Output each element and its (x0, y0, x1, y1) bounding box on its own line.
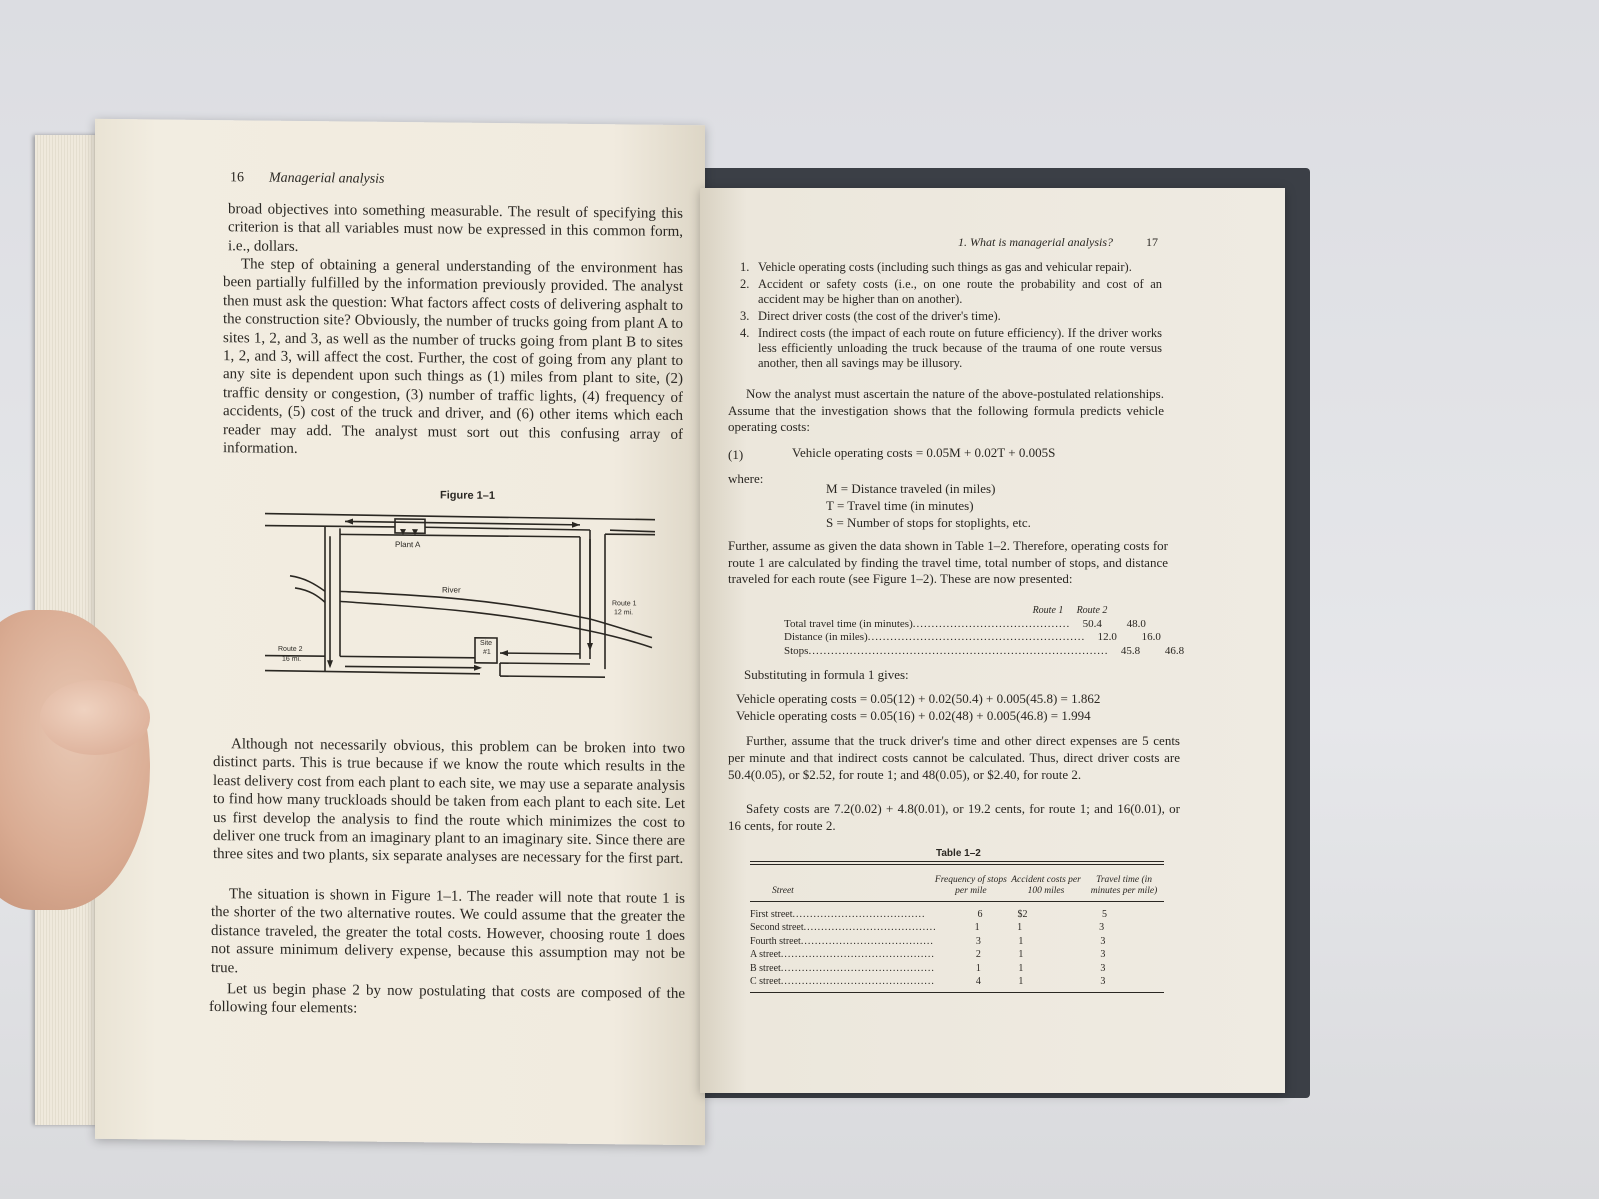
figure-title: Figure 1–1 (440, 489, 496, 502)
figure-label-route1: Route 1 (612, 600, 637, 608)
left-page (95, 119, 705, 1145)
left-para-2 (223, 255, 683, 462)
running-head-right: 1. What is managerial analysis? (958, 235, 1113, 249)
table-body (750, 902, 1164, 988)
list-item (740, 260, 1162, 275)
table-row: Distance (in miles) .......................................................... 12.0 16.0 (784, 631, 1114, 645)
figure-label-site-num: #1 (483, 648, 491, 656)
route-1-value: 50.4 (1082, 617, 1102, 630)
thumb (40, 680, 150, 755)
table-row: A street ............................................ 2 1 3 (750, 948, 1164, 961)
street-name: B street (750, 962, 781, 974)
list-item (740, 326, 1162, 371)
left-para-2-text: The step of obtaining a general understanding of the environment has been partially fulfilled by the information previously provided. The analyst then must ask the question: What factors affect costs of delivering asphalt to the construction site? Obviously, the number of trucks going from plant A to sites 1, 2, and 3, as well as the number of trucks going from plant B to sites 1, 2, and 3, will affect the cost. Further, the cost of going from any plant to any site is dependent upon such things as (1) miles from plant to site, (2) traffic density or congestion, (3) number of traffic lights, (4) frequency of accidents, (5) cost of the truck and driver, and (6) other items which each reader may add. The analyst must sort out this confusing array of information. (223, 256, 683, 457)
accident-value: 1 (1018, 935, 1024, 947)
right-para-2-text: Further, assume as given the data shown in Table 1–2. Therefore, operating costs for route 1 are calculated by finding the travel time, total number of stops, and distance traveled for each route (see Figure 1–2). These are now presented: (728, 538, 1168, 586)
route-2-header: Route 2 (1076, 605, 1108, 616)
street-name: A street (750, 949, 781, 961)
accident-value: 1 (1018, 976, 1024, 988)
calculation-route-2: Vehicle operating costs = 0.05(16) + 0.02(48) + 0.005(46.8) = 1.994 (736, 708, 1091, 723)
running-head-left: Managerial analysis (269, 170, 385, 187)
table-row: Stops ................................................................................ 45.8 46.8 (784, 645, 1114, 659)
accident-value: 1 (1018, 949, 1024, 961)
cost-elements-list (740, 260, 1162, 373)
route-1-value: 45.8 (1120, 644, 1141, 657)
figure-label-river: River (442, 585, 461, 595)
frequency-value: 1 (974, 922, 980, 934)
left-para-3-text: Although not necessarily obvious, this problem can be broken into two distinct parts. This is true because if we know the route which results in the least delivery cost from each plant to each site, we may use a separate analysis to find how many truckloads should be taken from each plant to each site. Let us first develop the analysis to find the route which minimizes the cost to deliver one truck from an imaginary plant to an imaginary site. Since there are three sites and two plants, six separate analyses are necessary for the first part. (213, 736, 685, 868)
street-name: C street (750, 976, 781, 988)
right-para-2 (728, 538, 1168, 588)
accident-value: $2 (1017, 909, 1028, 920)
right-para-4-text: Safety costs are 7.2(0.02) + 4.8(0.01), or 19.2 cents, for route 1; and 16(0.01), or 16 cents, for route 2. (728, 801, 1180, 833)
variable-definitions (826, 480, 1031, 531)
frequency-value: 6 (977, 909, 983, 920)
figure-label-site: Site (480, 639, 493, 647)
route-1-value: 12.0 (1097, 631, 1117, 643)
right-para-3-text: Further, assume that the truck driver's time and other direct expenses are 5 cents per minute and that indirect costs cannot be calculated. Thus, direct driver costs are 50.4(0.05), or $2.52, for route 1; and 48(0.05), or $2.40, for route 2. (728, 733, 1180, 782)
figure-label-route2-dist: 16 mi. (282, 655, 302, 663)
left-para-1-text: broad objectives into something measurable. The result of specifying this criterion is that all variables must now be expressed in this common form, i.e., dollars. (228, 201, 683, 255)
substituting-text: Substituting in formula 1 gives: (744, 667, 909, 682)
figure-label-plant: Plant A (395, 539, 421, 550)
table-row: C street ............................................ 4 1 3 (750, 975, 1164, 988)
figure-label-route2: Route 2 (278, 645, 303, 653)
row-label: Total travel time (in minutes) (784, 617, 913, 630)
frequency-value: 3 (975, 935, 981, 947)
list-item-text: Direct driver costs (the cost of the driver's time). (758, 309, 1001, 323)
right-para-1-text: Now the analyst must ascertain the nature of the above-postulated relationships. Assume that the investigation shows that the following formula predicts vehicle operating costs: (728, 386, 1164, 434)
accident-value: 1 (1018, 962, 1024, 974)
list-item-text: Indirect costs (the impact of each route on future efficiency). If the driver works less efficiently unloading the truck because of the trauma of one route versus another, then all savings may be illusory. (758, 326, 1162, 370)
left-para-1 (228, 200, 683, 260)
table-bottom-rule (750, 992, 1164, 993)
right-para-1 (728, 386, 1164, 436)
frequency-value: 2 (975, 949, 981, 961)
list-item (740, 277, 1162, 307)
street-name: Second street (750, 922, 804, 934)
right-page (700, 188, 1285, 1093)
header-street: Street (772, 886, 794, 896)
right-para-3 (728, 732, 1180, 783)
figure-1-1-map (260, 506, 660, 700)
accident-value: 1 (1017, 922, 1023, 934)
left-para-5-text: Let us begin phase 2 by now postulating that costs are composed of the following four elements: (209, 981, 685, 1017)
travel-time-value: 3 (1099, 922, 1105, 934)
route-1-header: Route 1 (1032, 605, 1064, 616)
table-row: First street ...................................... 6 $2 5 (750, 908, 1164, 921)
travel-time-value: 3 (1100, 962, 1106, 974)
right-para-4 (728, 800, 1180, 834)
table-1-2 (750, 861, 1164, 993)
list-item-number: 1. (740, 260, 750, 274)
list-item-number: 3. (740, 309, 750, 323)
list-item-number: 2. (740, 277, 750, 291)
where-label: where: (728, 471, 764, 486)
table-row: Total travel time (in minutes) .......................................... 50.4 48.0 (784, 618, 1114, 632)
list-item-number: 4. (740, 326, 750, 340)
frequency-value: 4 (975, 976, 981, 988)
list-item-text: Accident or safety costs (i.e., on one route the probability and cost of an accident may be higher than on another). (758, 277, 1162, 306)
route-2-value: 16.0 (1141, 631, 1161, 643)
route-2-value: 48.0 (1126, 617, 1146, 630)
travel-time-value: 3 (1100, 949, 1106, 961)
street-name: First street (750, 909, 793, 920)
row-label: Stops (784, 644, 809, 657)
left-para-3 (213, 735, 685, 869)
travel-time-value: 3 (1100, 976, 1106, 988)
list-item (740, 309, 1162, 324)
table-header-row (750, 865, 1164, 902)
page-number-left: 16 (230, 170, 244, 186)
definition-t: T = Travel time (in minutes) (826, 498, 974, 513)
page-number-right: 17 (1146, 235, 1158, 249)
table-row: Fourth street ...................................... 3 1 3 (750, 935, 1164, 948)
header-frequency: Frequency of stops per mile (934, 875, 1007, 896)
frequency-value: 1 (975, 962, 981, 974)
travel-time-value: 5 (1102, 909, 1107, 920)
formula-number: (1) (728, 447, 744, 462)
travel-time-value: 3 (1100, 935, 1106, 947)
street-name: Fourth street (750, 935, 801, 947)
route-2-value: 46.8 (1164, 644, 1185, 657)
formula: Vehicle operating costs = 0.05M + 0.02T + 0.005S (792, 445, 1056, 460)
definition-s: S = Number of stops for stoplights, etc. (826, 515, 1031, 530)
table-row: Second street ...................................... 1 1 3 (750, 921, 1164, 934)
figure-label-route1-dist: 12 mi. (614, 609, 634, 617)
left-para-4-text: The situation is shown in Figure 1–1. The reader will note that route 1 is the shorter of the two alternative routes. We could assume that the greater the distance traveled, the greater the total costs. However, choosing route 1 does not assure minimum delivery expense, because this assumption may not be true. (211, 886, 685, 976)
route-summary-header (784, 604, 1114, 618)
route-summary-table (784, 604, 1185, 658)
left-para-4 (211, 885, 685, 982)
calculation-route-1: Vehicle operating costs = 0.05(12) + 0.02(50.4) + 0.005(45.8) = 1.862 (736, 691, 1101, 706)
header-travel-time: Travel time (in minutes per mile) (1090, 875, 1158, 896)
row-label: Distance (in miles) (784, 631, 868, 643)
left-para-5 (209, 980, 685, 1022)
table-title: Table 1–2 (936, 848, 981, 859)
list-item-text: Vehicle operating costs (including such things as gas and vehicular repair). (758, 260, 1132, 274)
header-accident: Accident costs per 100 miles (1011, 875, 1081, 896)
definition-m: M = Distance traveled (in miles) (826, 481, 996, 496)
table-row: B street ............................................ 1 1 3 (750, 962, 1164, 975)
